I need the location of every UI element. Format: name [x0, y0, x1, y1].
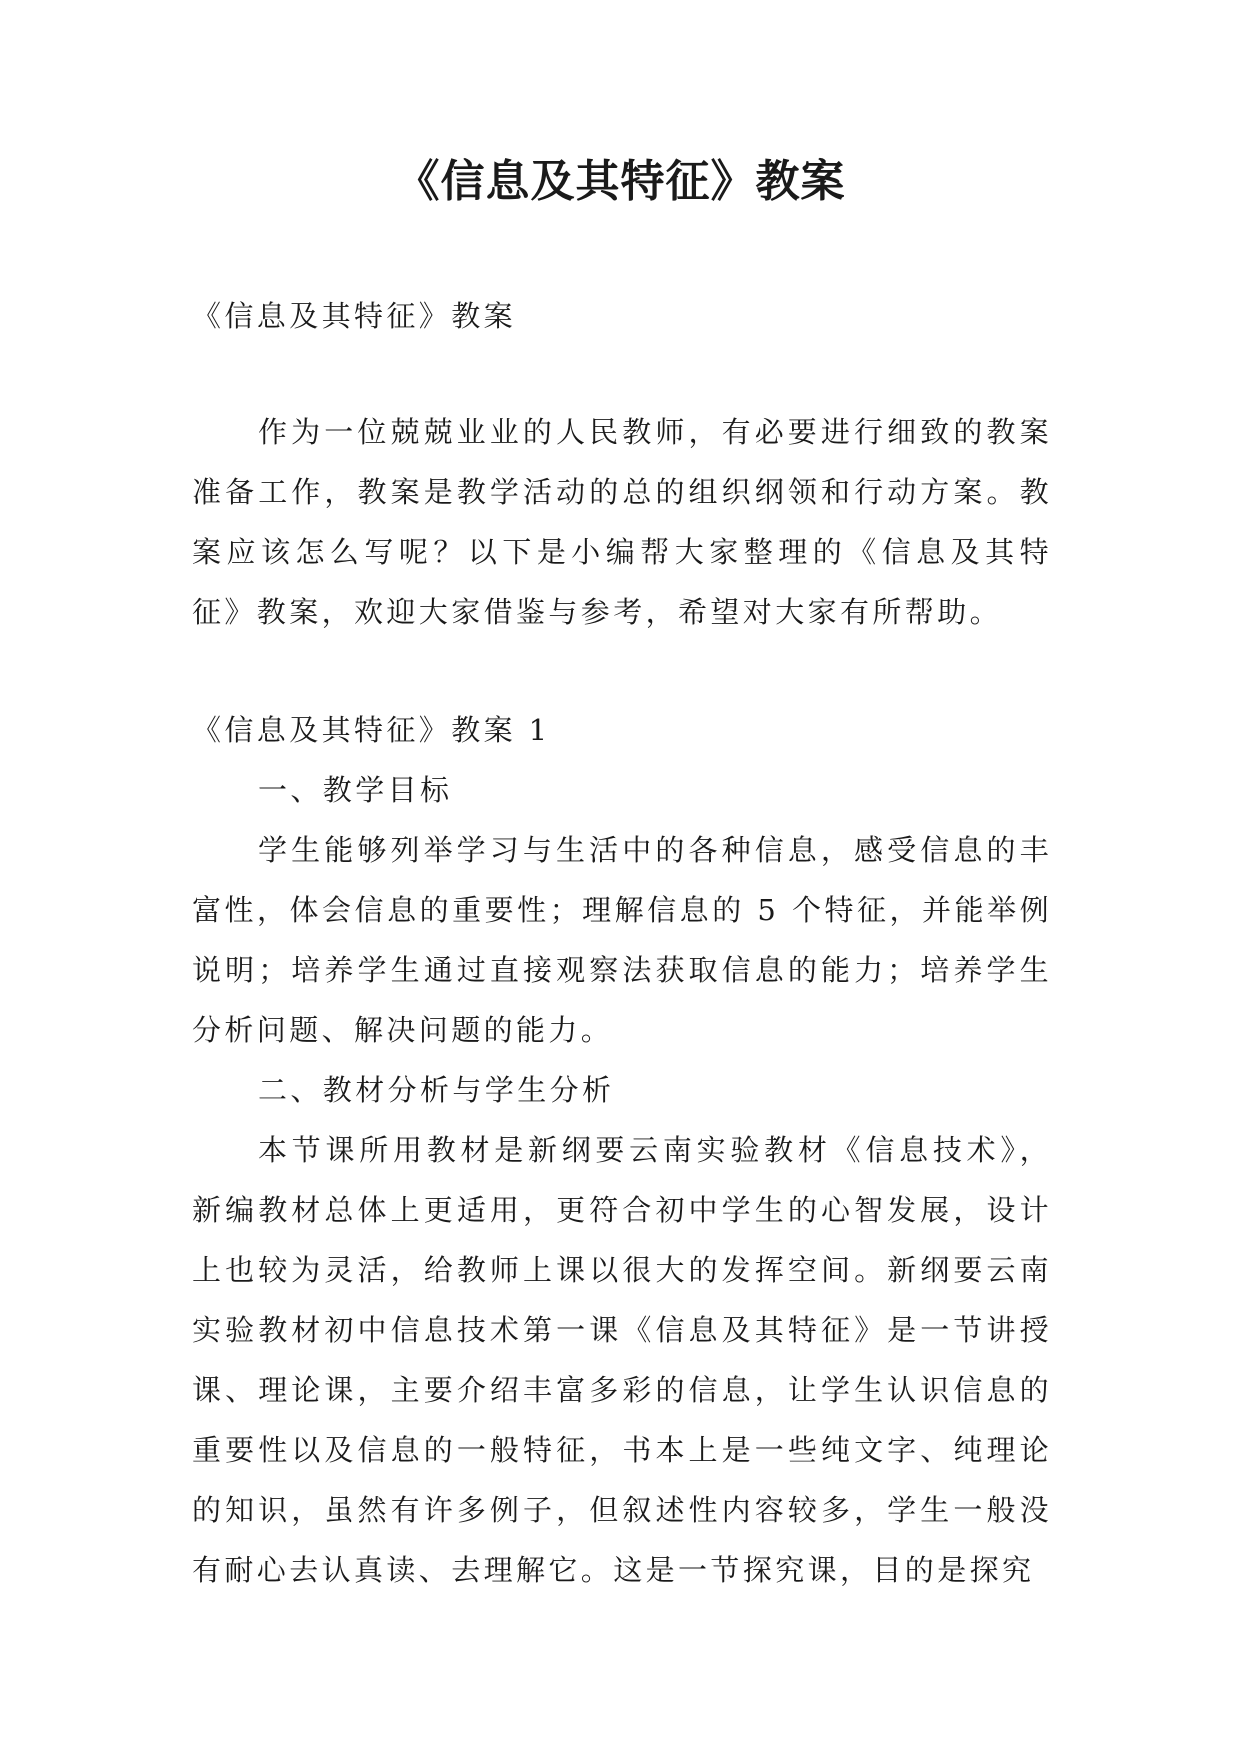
teaching-goal-heading: 一、教学目标	[258, 773, 453, 807]
analysis-paragraph: 本节课所用教材是新纲要云南实验教材《信息技术》，新编教材总体上更适用，更符合初中学生的心智发展，设计上也较为灵活，给教师上课以很大的发挥空间。新纲要云南实验教材初中信息技术第一课《信息及其特征》是一节讲授课、理论课，主要介绍丰富多彩的信息，让学生认识信息的重要性以及信息的一般特征，书本上是一些纯文字、纯理论的知识，虽然有许多例子，但叙述性内容较多，学生一般没有耐心去认真读、去理解它。这是一节探究课，目的是探究	[192, 1133, 1052, 1587]
document-subtitle: 《信息及其特征》教案	[192, 299, 517, 333]
lesson-plan-section	[192, 700, 1052, 1600]
section-heading: 《信息及其特征》教案 1	[192, 713, 551, 747]
analysis-heading: 二、教材分析与学生分析	[258, 1073, 615, 1107]
intro-paragraph: 作为一位兢兢业业的人民教师，有必要进行细致的教案准备工作，教案是教学活动的总的组织纲领和行动方案。教案应该怎么写呢？以下是小编帮大家整理的《信息及其特征》教案，欢迎大家借鉴与参考，希望对大家有所帮助。	[192, 415, 1052, 629]
teaching-goal-paragraph: 学生能够列举学习与生活中的各种信息，感受信息的丰富性，体会信息的重要性；理解信息的 5 个特征，并能举例说明；培养学生通过直接观察法获取信息的能力；培养学生分析问题、解决问题的能力。	[192, 833, 1052, 1047]
document-title: 《信息及其特征》教案	[395, 156, 846, 207]
